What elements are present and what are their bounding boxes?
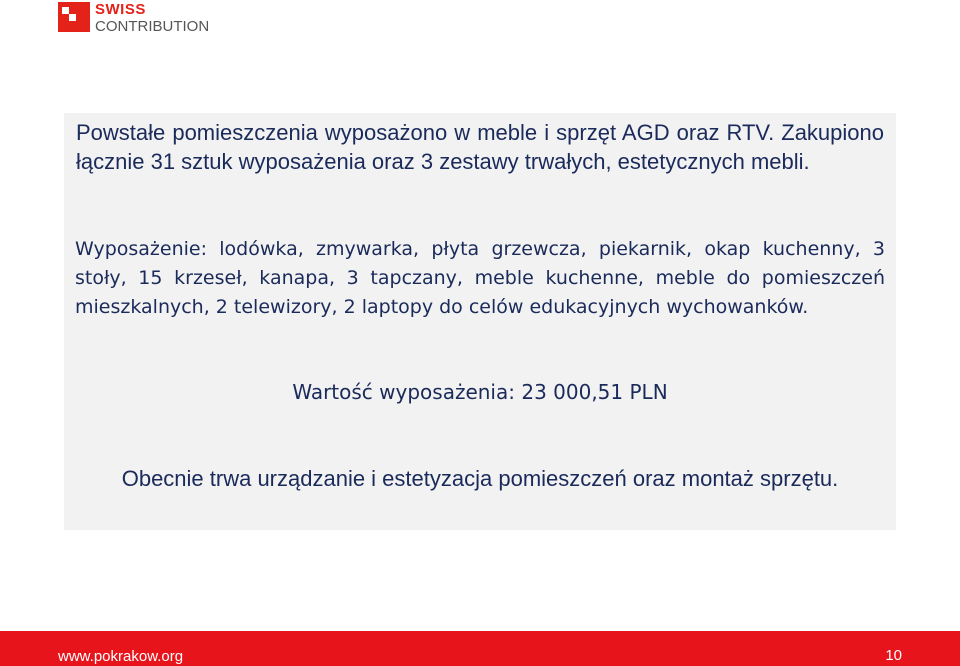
footer-url-link[interactable]: www.pokrakow.org: [58, 648, 184, 665]
equipment-value-line: Wartość wyposażenia: 23 000,51 PLN: [292, 380, 668, 404]
status-line: Obecnie trwa urządzanie i estetyzacja pomieszczeń oraz montaż sprzętu.: [121, 466, 839, 491]
logo-line-contribution: CONTRIBUTION: [95, 18, 210, 35]
content-box: [64, 113, 896, 530]
footer-bar: [0, 631, 960, 666]
swiss-contribution-logo: [58, 2, 209, 34]
swiss-flag-icon: [58, 2, 90, 32]
page-number: 10: [885, 647, 902, 664]
equipment-summary-paragraph: Powstałe pomieszczenia wyposażono w meble i sprzęt AGD oraz RTV. Zakupiono łącznie 31 sztuk wyposażenia oraz 3 zestawy trwałych, estetycznych mebli.: [76, 120, 884, 174]
equipment-list-paragraph: Wyposażenie: lodówka, zmywarka, płyta grzewcza, piekarnik, okap kuchenny, 3 stoły, 15 krzeseł, kanapa, 3 tapczany, meble kuchenne, meble do pomieszczeń mieszkalnych, 2 telewizory, 2 laptopy do celów edukacyjnych wychowanków.: [75, 238, 885, 318]
logo-line-swiss: SWISS: [95, 1, 146, 18]
